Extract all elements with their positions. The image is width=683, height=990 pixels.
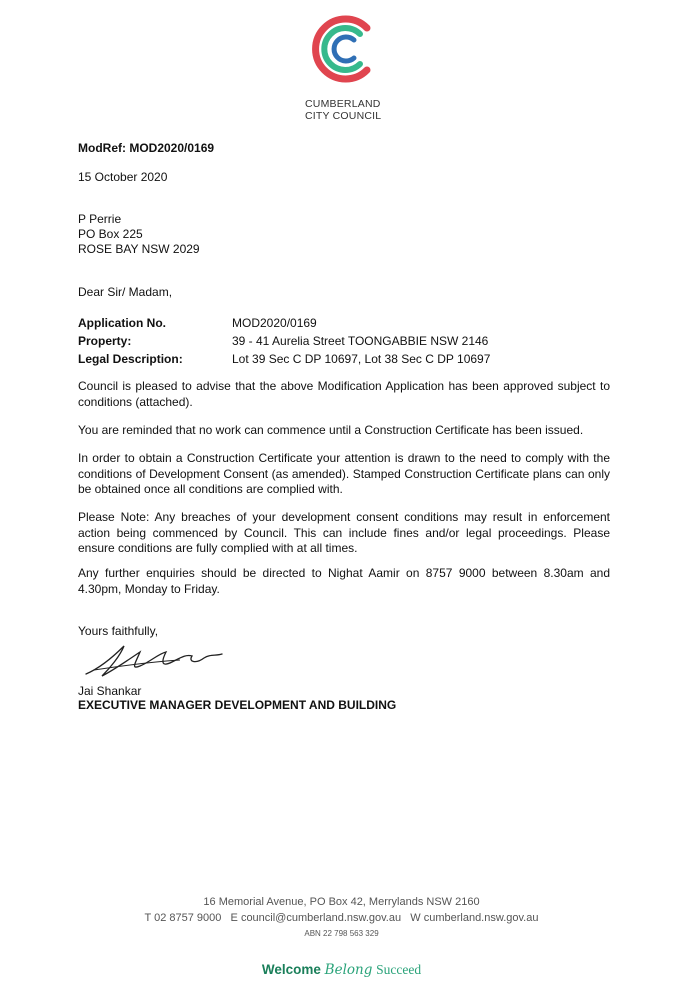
- detail-row: [78, 314, 618, 332]
- closing: Yours faithfully,: [78, 624, 159, 638]
- detail-value: Lot 39 Sec C DP 10697, Lot 38 Sec C DP 10697: [232, 352, 491, 366]
- address-line: P Perrie: [78, 212, 122, 226]
- recipient-address: [78, 212, 200, 257]
- detail-value: 39 - 41 Aurelia Street TOONGABBIE NSW 2146: [232, 334, 489, 348]
- footer-abn: ABN 22 798 563 329: [304, 929, 379, 938]
- paragraph-approval: Council is pleased to advise that the above Modification Application has been approved subject to conditions (attached).: [78, 379, 610, 409]
- tagline-succeed: Succeed: [376, 962, 422, 977]
- paragraph-reminder: You are reminded that no work can commence until a Construction Certificate has been issued.: [78, 423, 584, 437]
- letter-date: 15 October 2020: [78, 170, 168, 184]
- tagline-belong: Belong: [324, 962, 373, 978]
- salutation: Dear Sir/ Madam,: [78, 285, 173, 299]
- paragraph-enquiries: Any further enquiries should be directed to Nighat Aamir on 8757 9000 between 8.30am and 4.30pm, Monday to Friday.: [78, 566, 610, 596]
- footer-address: 16 Memorial Avenue, PO Box 42, Merrylands NSW 2160: [203, 896, 480, 908]
- signature: [80, 640, 230, 680]
- address-line: ROSE BAY NSW 2029: [78, 242, 200, 256]
- paragraph-certificate: In order to obtain a Construction Certificate your attention is drawn to the need to comply with the conditions of Development Consent (as amended). Stamped Construction Certificate plans can only be obtained once all conditions are complied with.: [78, 451, 610, 496]
- detail-row: [78, 350, 618, 368]
- tagline: [0, 962, 683, 978]
- detail-row: [78, 332, 618, 350]
- detail-value: MOD2020/0169: [232, 316, 317, 330]
- tagline-welcome: Welcome: [261, 962, 321, 977]
- footer-contact: T 02 8757 9000 E council@cumberland.nsw.gov.au W cumberland.nsw.gov.au: [144, 912, 539, 924]
- detail-label: Application No.: [78, 316, 166, 330]
- paragraph-note: Please Note: Any breaches of your development consent conditions may result in enforcement action being commenced by Council. This can include fines and/or legal proceedings. Please ensure conditions are fully complied with at all times.: [78, 510, 610, 555]
- address-line: PO Box 225: [78, 227, 143, 241]
- signatory-title: EXECUTIVE MANAGER DEVELOPMENT AND BUILDING: [78, 698, 397, 712]
- council-name: CUMBERLAND CITY COUNCIL: [305, 98, 382, 122]
- detail-label: Legal Description:: [78, 352, 183, 366]
- signatory-name: Jai Shankar: [78, 684, 142, 698]
- modref: ModRef: MOD2020/0169: [78, 141, 215, 155]
- council-logo: [309, 14, 379, 84]
- application-details: [78, 314, 618, 368]
- detail-label: Property:: [78, 334, 132, 348]
